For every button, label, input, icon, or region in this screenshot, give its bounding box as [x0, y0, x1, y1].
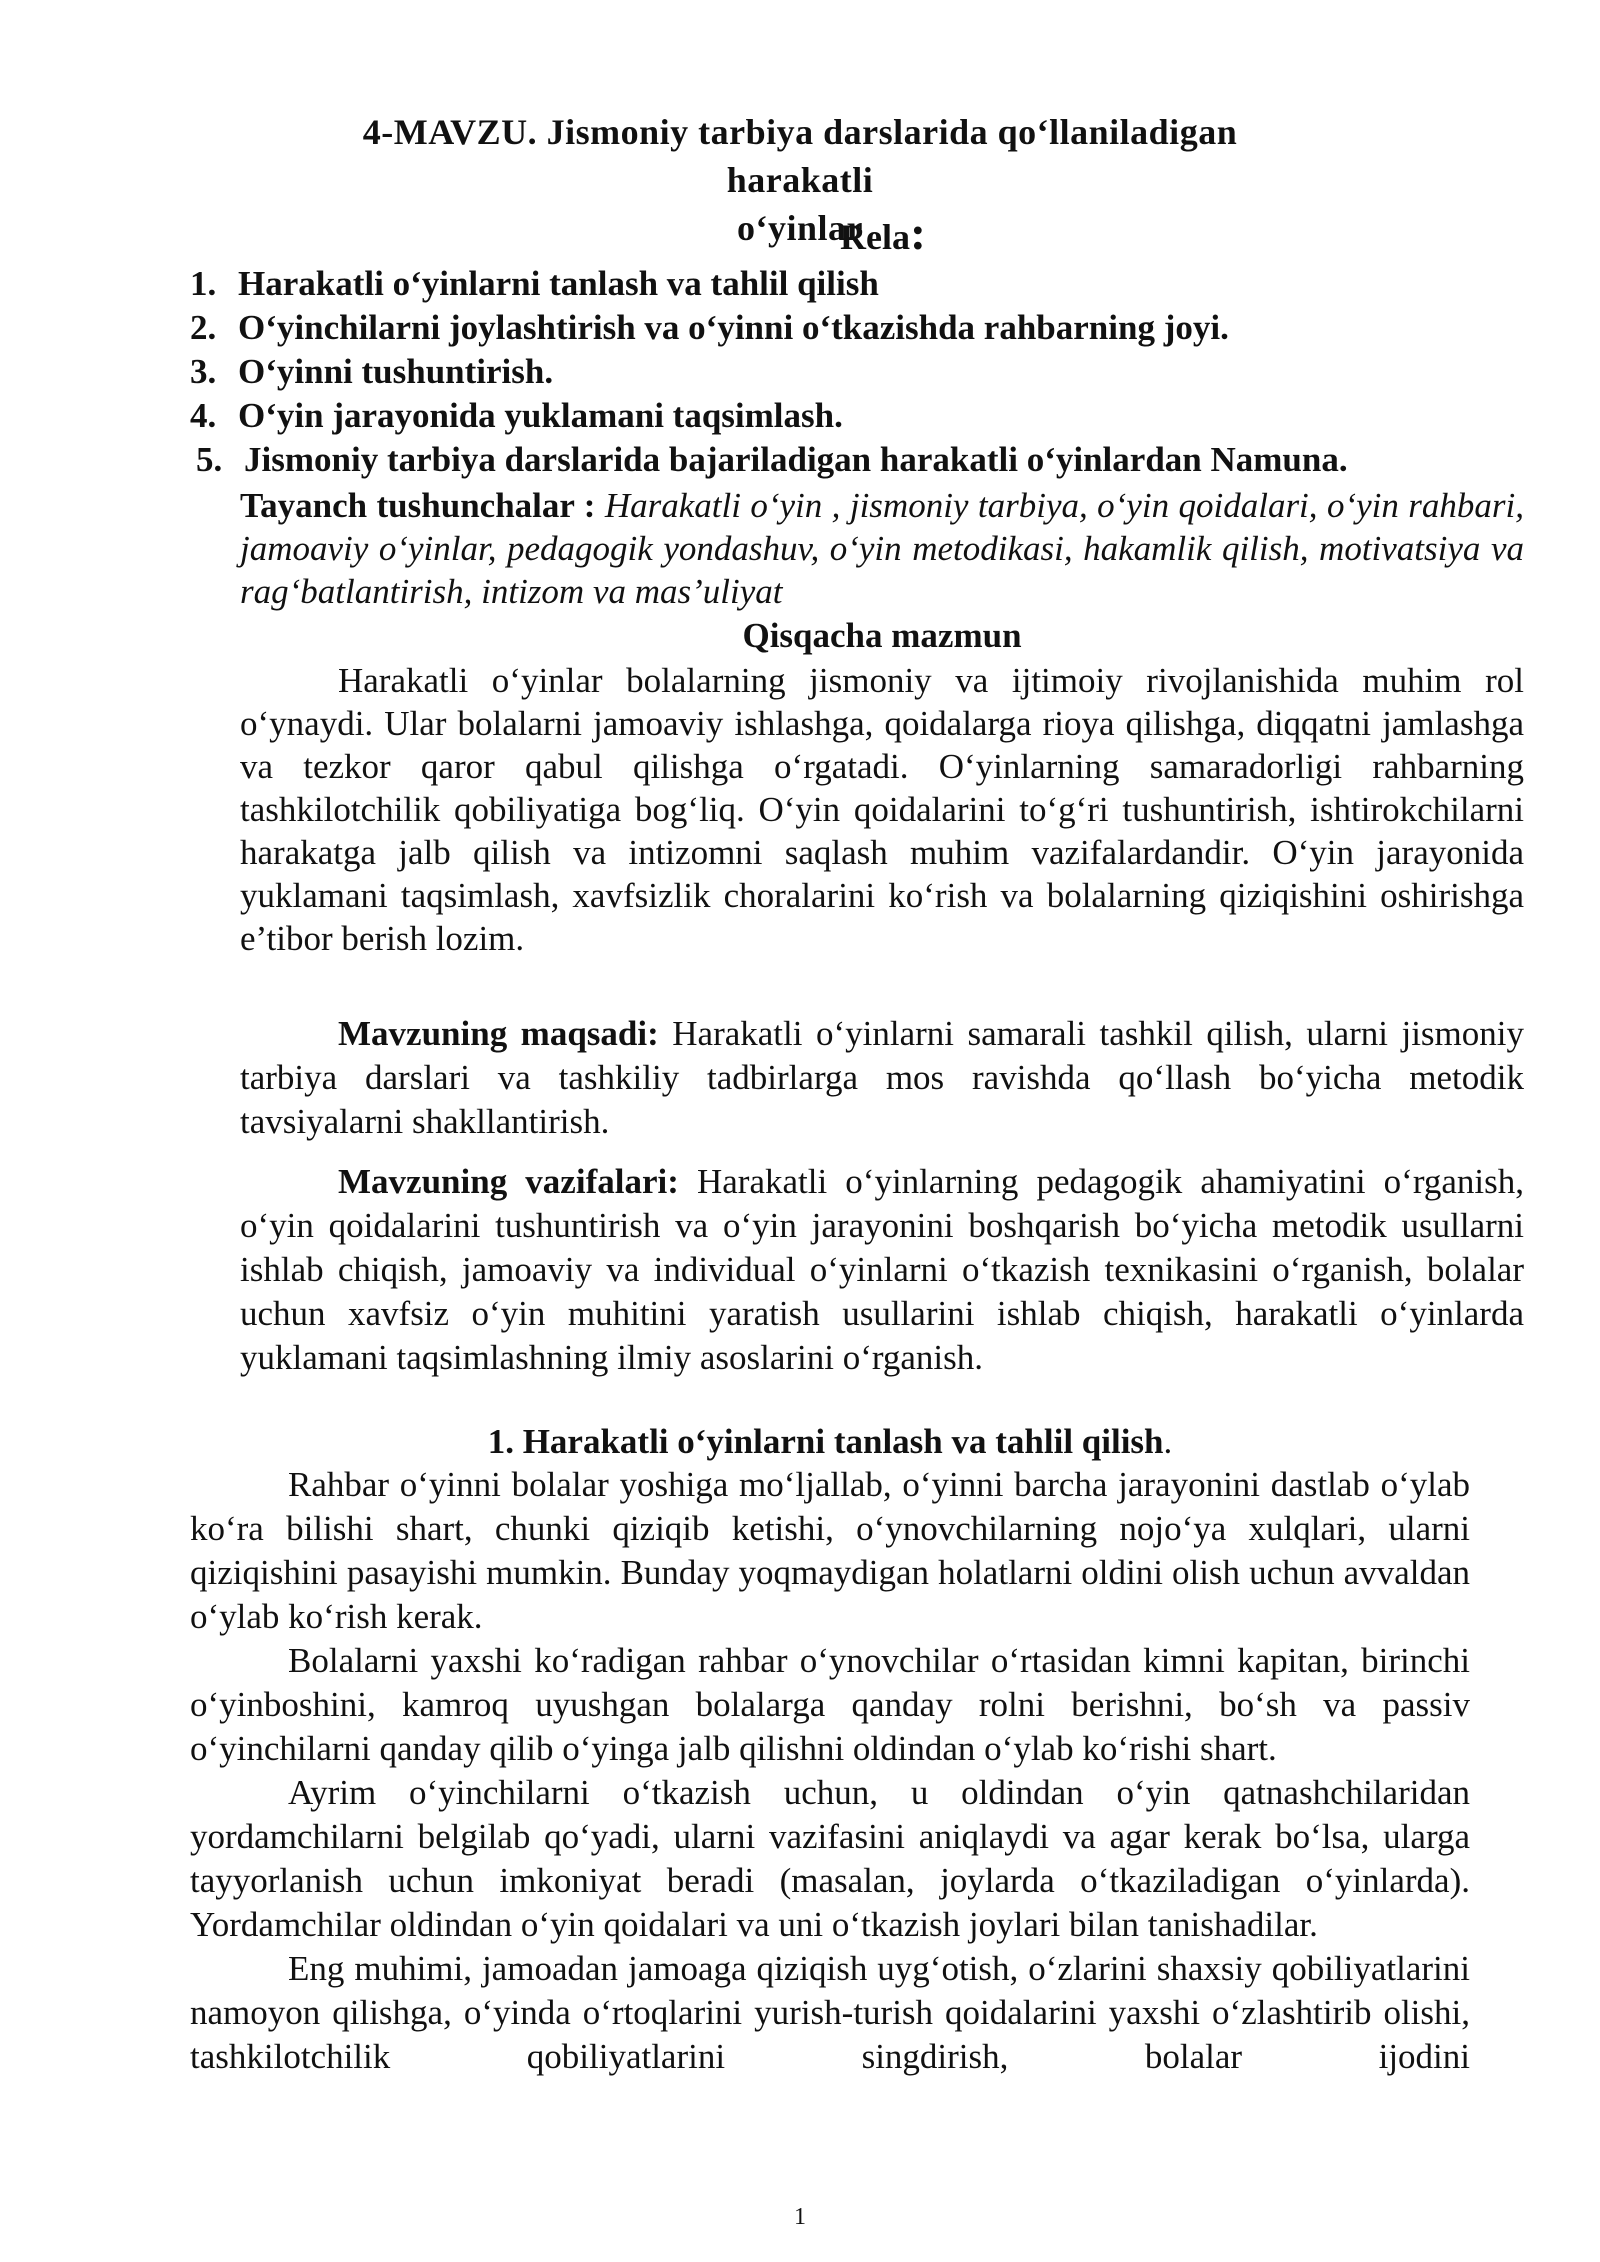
plan-item	[190, 350, 1470, 394]
plan-heading-text: Rela	[840, 217, 910, 257]
plan-list	[190, 262, 1470, 482]
body-paragraph: Bolalarni yaxshi ko‘radigan rahbar o‘ynovchilar o‘rtasidan kimni kapitan, birinchi o‘yinboshini, kamroq uyushgan bolalarga qanday rolni berishni, bo‘sh va passiv o‘yinchilarni qanday qilib o‘yinga jalb qilishni oldindan o‘ylab ko‘rishi shart.	[190, 1641, 1470, 1768]
summary-heading: Qisqacha mazmun	[742, 616, 1022, 655]
plan-item-text: O‘yin jarayonida yuklamani taqsimlash.	[238, 396, 843, 435]
plan-item-text: O‘yinchilarni joylashtirish va o‘yinni o‘tkazishda rahbarning joyi.	[238, 308, 1229, 347]
plan-heading	[840, 207, 926, 260]
section-1-heading	[190, 1420, 1470, 1463]
goal-label: Mavzuning maqsadi:	[338, 1014, 659, 1053]
section-1-heading-dot: .	[1163, 1422, 1173, 1461]
body-paragraph: Rahbar o‘yinni bolalar yoshiga mo‘ljallab, o‘yinni barcha jarayonini dastlab o‘ylab ko‘ra bilishi shart, chunki qiziqib ketishi, o‘ynovchilarning nojo‘ya xulqlari, ularni qiziqishini pasayishi mumkin. Bunday yoqmaydigan holatlarni oldini olish uchun avvaldan o‘ylab ko‘rish kerak.	[190, 1465, 1470, 1636]
plan-item-text: O‘yinni tushuntirish.	[238, 352, 554, 391]
body-paragraph: Eng muhimi, jamoadan jamoaga qiziqish uyg‘otish, o‘zlarini shaxsiy qobiliyatlarini namoyon qilishga, o‘yinda o‘rtoqlarini yurish-turish qoidalarini yaxshi o‘zlashtirib olishi, tashkilotchilik qobiliyatlarini singdirish, bolalar ijodini	[190, 1949, 1470, 2076]
page-title	[300, 108, 1300, 252]
plan-item	[196, 438, 1470, 482]
keywords-label: Tayanch tushunchalar :	[240, 486, 596, 525]
plan-item-text: Jismoniy tarbiya darslarida bajariladigan harakatli o‘yinlardan Namuna.	[244, 440, 1348, 479]
body-paragraph: Ayrim o‘yinchilarni o‘tkazish uchun, u oldindan o‘yin qatnashchilaridan yordamchilarni belgilab qo‘yadi, ularni vazifasini aniqlaydi va agar kerak bo‘lsa, ularga tayyorlanish uchun imkoniyat beradi (masalan, joylarda o‘tkaziladigan o‘yinlarda). Yordamchilar oldindan o‘yin qoidalari va uni o‘tkazish joylari bilan tanishadilar.	[190, 1773, 1470, 1944]
title-line-1: 4-MAVZU. Jismoniy tarbiya darslarida qo‘llaniladigan harakatli	[362, 112, 1238, 200]
tasks-label: Mavzuning vazifalari:	[338, 1162, 679, 1201]
title-line-2: o‘yinlar	[737, 208, 863, 248]
goal-paragraph	[240, 1012, 1524, 1144]
goal-text: Harakatli o‘yinlarni samarali tashkil qilish, ularni jismoniy tarbiya darslari va tashkiliy tadbirlarga mos ravishda qo‘llash bo‘yicha metodik tavsiyalarni shakllantirish.	[240, 1014, 1524, 1141]
plan-item-number: 3.	[190, 352, 217, 391]
plan-item-text: Harakatli o‘yinlarni tanlash va tahlil qilish	[238, 264, 879, 303]
section-1-body	[190, 1463, 1470, 2079]
plan-item-number: 1.	[190, 264, 217, 303]
plan-item	[190, 394, 1470, 438]
plan-heading-colon: :	[909, 207, 926, 260]
summary-paragraph: Harakatli o‘yinlar bolalarning jismoniy va ijtimoiy rivojlanishida muhim rol o‘ynaydi. Ular bolalarni jamoaviy ishlashga, qoidalarga rioya qilishga, diqqatni jamlashga va tezkor qaror qabul qilishga o‘rgatadi. O‘yinlarning samaradorligi rahbarning tashkilotchilik qobiliyatiga bog‘liq. O‘yin qoidalarini to‘g‘ri tushuntirish, ishtirokchilarni harakatga jalb qilish va intizomni saqlash muhim vazifalardandir. O‘yin jarayonida yuklamani taqsimlash, xavfsizlik choralarini ko‘rish va bolalarning qiziqishini oshirishga e’tibor berish lozim.	[240, 661, 1524, 958]
tasks-text: Harakatli o‘yinlarning pedagogik ahamiyatini o‘rganish, o‘yin qoidalarini tushuntirish va o‘yin jarayonini boshqarish bo‘yicha metodik usullarni ishlab chiqish, jamoaviy va individual o‘yinlarni o‘tkazish texnikasini o‘rganish, bolalar uchun xavfsiz o‘yin muhitini yaratish usullarini ishlab chiqish, harakatli o‘yinlarda yuklamani taqsimlashning ilmiy asoslarini o‘rganish.	[240, 1162, 1524, 1377]
page-number: 1	[794, 2204, 806, 2230]
section-1-heading-text: 1. Harakatli o‘yinlarni tanlash va tahlil qilish	[487, 1422, 1164, 1461]
keywords-text: Harakatli o‘yin , jismoniy tarbiya, o‘yin qoidalari, o‘yin rahbari, jamoaviy o‘yinlar, pedagogik yondashuv, o‘yin metodikasi, hakamlik qilish, motivatsiya va rag‘batlantirish, intizom va mas’uliyat	[240, 486, 1525, 611]
plan-item-number: 5.	[196, 440, 223, 479]
plan-item-number: 2.	[190, 308, 217, 347]
plan-item	[190, 262, 1470, 306]
plan-item-number: 4.	[190, 396, 217, 435]
plan-item	[190, 306, 1470, 350]
tasks-paragraph	[240, 1160, 1524, 1380]
keywords-paragraph	[240, 484, 1524, 613]
